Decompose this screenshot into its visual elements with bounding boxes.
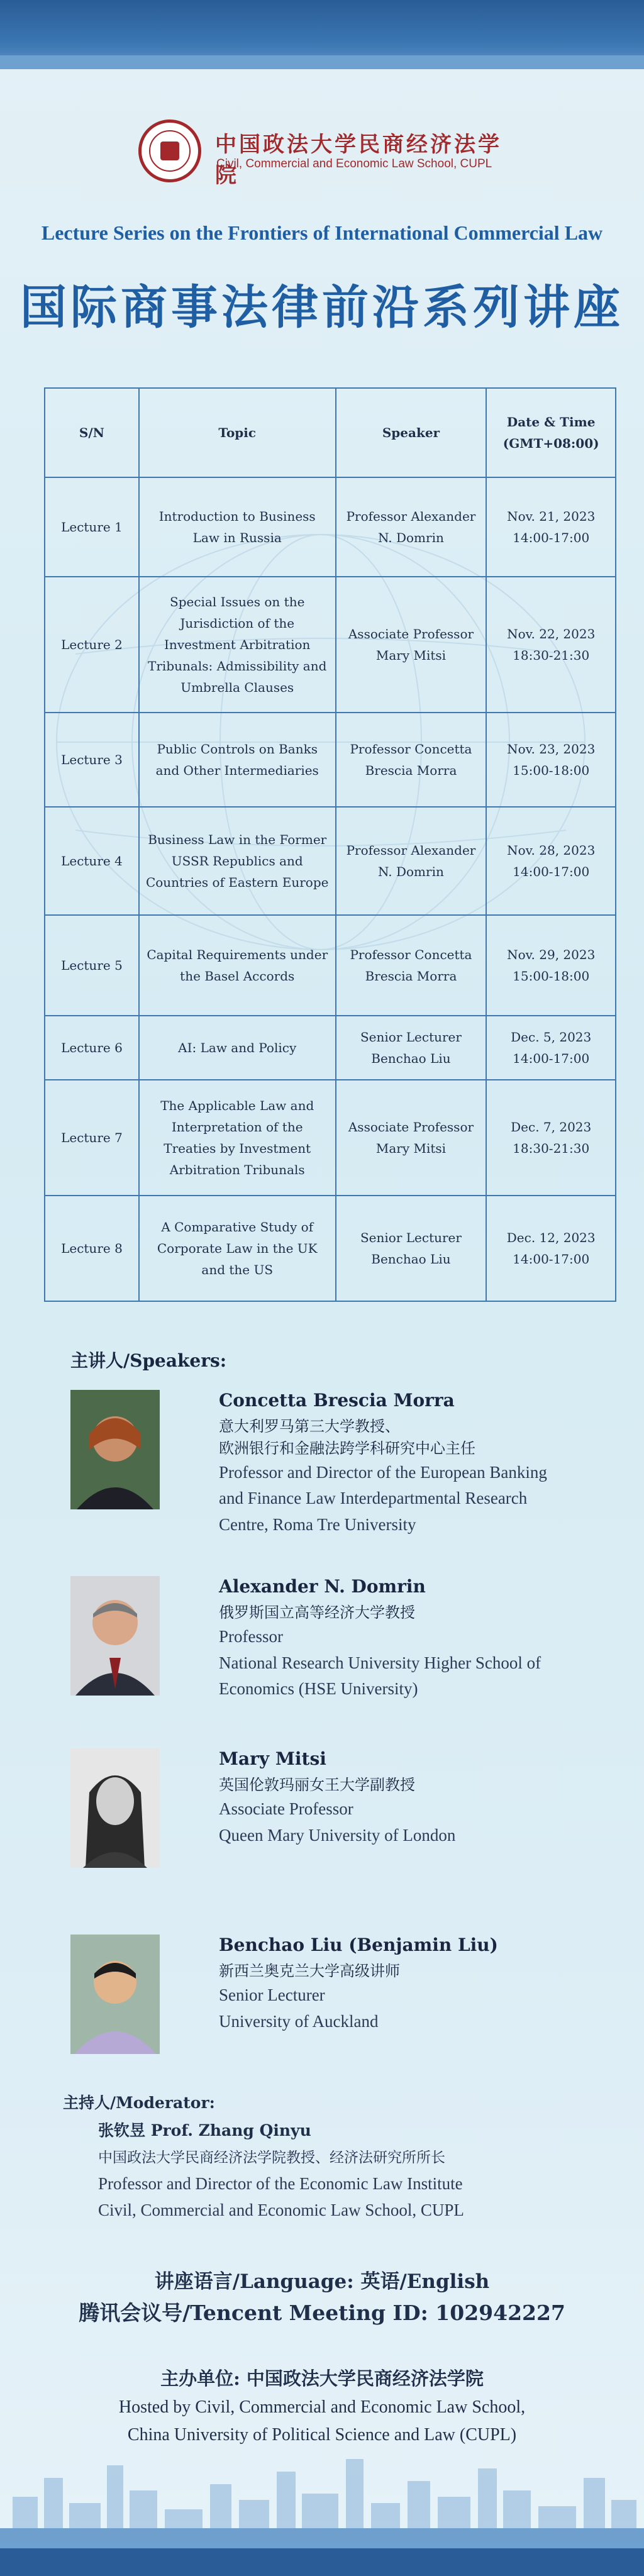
cell-sn: Lecture 6 <box>45 1016 139 1080</box>
table-row <box>45 477 616 577</box>
cell-date: Nov. 28, 2023 <box>507 843 596 858</box>
cell-date-time <box>486 713 616 807</box>
speakers-heading: 主讲人/Speakers: <box>70 1350 227 1371</box>
moderator-title-en-1: Professor and Director of the Economic Law Institute <box>98 2174 463 2193</box>
cell-date-time <box>486 1080 616 1196</box>
cell-speaker: Professor Alexander N. Domrin <box>336 477 487 577</box>
speaker-photo <box>70 1935 160 2054</box>
speaker-title-en: Professor and Director of the European Banking <box>219 1462 547 1482</box>
cell-date: Nov. 22, 2023 <box>507 626 596 641</box>
school-name-cn: 中国政法大学民商经济法学院 <box>215 132 502 188</box>
lecture-language: 讲座语言/Language: 英语/English <box>154 2270 490 2293</box>
speaker-photo <box>70 1390 160 1509</box>
speaker-title-cn: 俄罗斯国立高等经济大学教授 <box>219 1604 415 1621</box>
cell-sn: Lecture 8 <box>45 1196 139 1301</box>
cell-date: Nov. 29, 2023 <box>507 947 596 962</box>
host-cn: 主办单位: 中国政法大学民商经济法学院 <box>160 2368 484 2389</box>
speaker-title-en: Senior Lecturer <box>219 1985 325 2004</box>
speaker-photo <box>70 1748 160 1868</box>
speaker-title-en-3: Centre, Roma Tre University <box>219 1515 416 1535</box>
cell-sn: Lecture 5 <box>45 915 139 1016</box>
table-row <box>45 1080 616 1196</box>
speaker-title-en-2: University of Auckland <box>219 2011 379 2031</box>
cell-speaker: Senior Lecturer Benchao Liu <box>336 1016 487 1080</box>
cell-topic: A Comparative Study of Corporate Law in the UK and the US <box>139 1196 336 1301</box>
cell-date: Dec. 12, 2023 <box>506 1230 596 1245</box>
cell-time: 14:00-17:00 <box>513 1051 590 1066</box>
speaker-title-en: Professor <box>219 1626 283 1646</box>
cell-date-time <box>486 1016 616 1080</box>
city-skyline-icon <box>0 2440 644 2548</box>
school-logo-block <box>138 119 516 189</box>
table-row <box>45 807 616 915</box>
header-sn: S/N <box>45 388 139 477</box>
speaker-name: Alexander N. Domrin <box>219 1576 426 1597</box>
speaker-name: Benchao Liu (Benjamin Liu) <box>219 1935 498 1955</box>
speaker-title-cn: 新西兰奥克兰大学高级讲师 <box>219 1962 400 1980</box>
cell-topic: Special Issues on the Jurisdiction of the Investment Arbitration Tribunals: Admissibility and Umbrella Clauses <box>139 577 336 713</box>
cell-date-time <box>486 477 616 577</box>
cell-date-time <box>486 1196 616 1301</box>
speaker-title-en: Associate Professor <box>219 1799 353 1818</box>
cell-time: 14:00-17:00 <box>513 530 590 545</box>
cell-speaker: Professor Alexander N. Domrin <box>336 807 487 915</box>
speaker-title-en-2: Queen Mary University of London <box>219 1825 456 1845</box>
table-row <box>45 713 616 807</box>
cell-time: 18:30-21:30 <box>513 1141 590 1156</box>
cell-sn: Lecture 4 <box>45 807 139 915</box>
table-header-row <box>45 388 616 477</box>
cell-speaker: Professor Concetta Brescia Morra <box>336 713 487 807</box>
moderator-heading: 主持人/Moderator: <box>63 2094 215 2112</box>
cell-sn: Lecture 1 <box>45 477 139 577</box>
cell-speaker: Associate Professor Mary Mitsi <box>336 1080 487 1196</box>
cell-sn: Lecture 7 <box>45 1080 139 1196</box>
speaker-title-cn: 英国伦敦玛丽女王大学副教授 <box>219 1776 415 1794</box>
top-banner <box>0 0 644 69</box>
cell-topic: Capital Requirements under the Basel Accords <box>139 915 336 1016</box>
speaker-name: Concetta Brescia Morra <box>219 1390 455 1411</box>
table-row <box>45 577 616 713</box>
school-name-en: Civil, Commercial and Economic Law School, CUPL <box>216 157 492 170</box>
cell-topic: Business Law in the Former USSR Republics and Countries of Eastern Europe <box>139 807 336 915</box>
header-date-time: Date & Time (GMT+08:00) <box>486 388 616 477</box>
speaker-title-en-3: Economics (HSE University) <box>219 1679 418 1699</box>
cell-date-time <box>486 807 616 915</box>
cell-date: Nov. 23, 2023 <box>507 741 596 757</box>
moderator-name: 张钦昱 Prof. Zhang Qinyu <box>98 2121 311 2140</box>
cell-date-time <box>486 915 616 1016</box>
cell-time: 18:30-21:30 <box>513 648 590 663</box>
speaker-title-cn-2: 欧洲银行和金融法跨学科研究中心主任 <box>219 1439 475 1457</box>
host-en-1: Hosted by Civil, Commercial and Economic Law School, <box>118 2397 526 2417</box>
speaker-title-en-2: and Finance Law Interdepartmental Research <box>219 1489 528 1508</box>
moderator-title-cn: 中国政法大学民商经济法学院教授、经济法研究所所长 <box>98 2150 445 2166</box>
cell-topic: Introduction to Business Law in Russia <box>139 477 336 577</box>
cell-time: 15:00-18:00 <box>513 969 590 984</box>
table-row <box>45 1196 616 1301</box>
cell-speaker: Associate Professor Mary Mitsi <box>336 577 487 713</box>
cell-sn: Lecture 3 <box>45 713 139 807</box>
cell-topic: AI: Law and Policy <box>139 1016 336 1080</box>
cell-speaker: Senior Lecturer Benchao Liu <box>336 1196 487 1301</box>
series-title-en: Lecture Series on the Frontiers of International Commercial Law <box>41 221 603 244</box>
cell-time: 15:00-18:00 <box>513 763 590 778</box>
cell-time: 14:00-17:00 <box>513 1252 590 1267</box>
moderator-title-en-2: Civil, Commercial and Economic Law School, CUPL <box>98 2200 464 2219</box>
header-topic: Topic <box>139 388 336 477</box>
cell-time: 14:00-17:00 <box>513 864 590 879</box>
cell-date: Nov. 21, 2023 <box>507 509 596 524</box>
cell-date: Dec. 5, 2023 <box>511 1030 592 1045</box>
series-title-cn: 国际商事法律前沿系列讲座 <box>20 280 624 335</box>
cell-date: Dec. 7, 2023 <box>511 1119 592 1135</box>
cell-topic: Public Controls on Banks and Other Intermediaries <box>139 713 336 807</box>
host-en-2: China University of Political Science and Law (CUPL) <box>127 2425 517 2445</box>
bottom-banner <box>0 2548 644 2576</box>
cell-topic: The Applicable Law and Interpretation of the Treaties by Investment Arbitration Tribunals <box>139 1080 336 1196</box>
tencent-meeting-id: 腾讯会议号/Tencent Meeting ID: 102942227 <box>79 2301 565 2325</box>
speaker-photo <box>70 1576 160 1696</box>
speaker-title-en-2: National Research University Higher School of <box>219 1653 541 1672</box>
moderator-title-en <box>98 2171 639 2224</box>
speaker-title-cn: 意大利罗马第三大学教授、 <box>219 1418 400 1435</box>
cell-sn: Lecture 2 <box>45 577 139 713</box>
speaker-name: Mary Mitsi <box>219 1748 326 1769</box>
header-speaker: Speaker <box>336 388 487 477</box>
school-seal-icon <box>138 119 201 182</box>
table-row <box>45 1016 616 1080</box>
cell-speaker: Professor Concetta Brescia Morra <box>336 915 487 1016</box>
lecture-schedule-table <box>44 387 616 1302</box>
cell-date-time <box>486 577 616 713</box>
table-row <box>45 915 616 1016</box>
